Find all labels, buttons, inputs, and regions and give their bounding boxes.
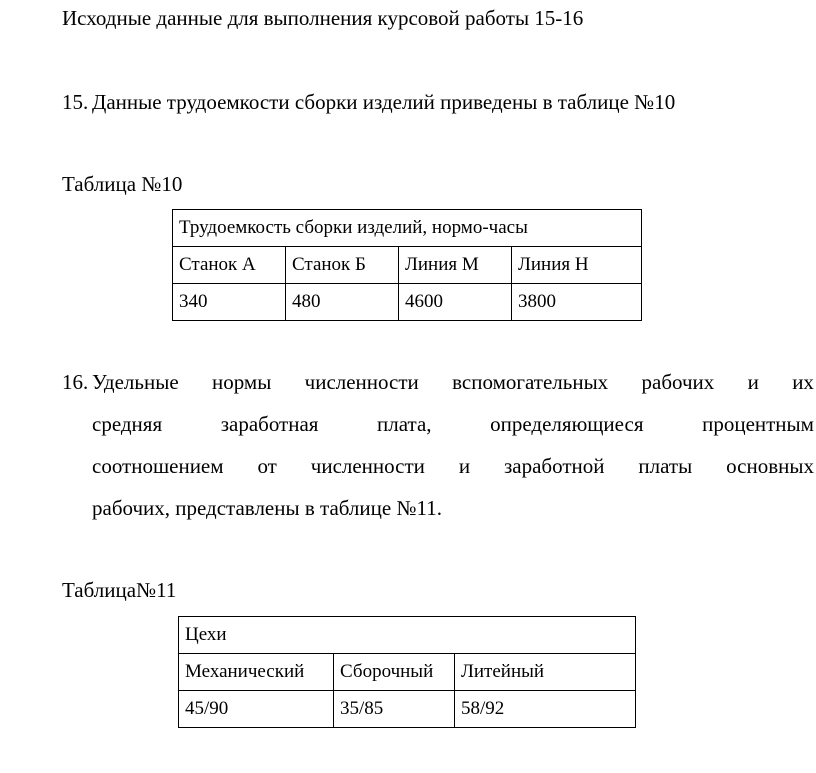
item-16-line-4: рабочих, представлены в таблице №11. bbox=[92, 496, 442, 520]
table-11-value: 45/90 bbox=[179, 691, 334, 728]
item-16-line-2: средняя заработная плата, определяющиеся процентным bbox=[92, 412, 814, 436]
item-15-text: Данные трудоемкости сборки изделий приведены в таблице №10 bbox=[92, 90, 676, 114]
table-11-value: 35/85 bbox=[334, 691, 455, 728]
table-10-column: Станок А bbox=[173, 247, 286, 284]
table-11 bbox=[178, 616, 636, 728]
table-11-column: Механический bbox=[179, 654, 334, 691]
table-10-column: Линия Н bbox=[512, 247, 642, 284]
document-heading: Исходные данные для выполнения курсовой работы 15-16 bbox=[62, 6, 584, 30]
table-10-column-row bbox=[173, 247, 642, 284]
table-11-header: Цехи bbox=[179, 617, 636, 654]
table-10-column: Станок Б bbox=[286, 247, 399, 284]
table-11-column: Сборочный bbox=[334, 654, 455, 691]
item-16-line-1: Удельные нормы численности вспомогательных рабочих и их bbox=[92, 370, 814, 394]
table-10 bbox=[172, 209, 642, 321]
table-10-value-row bbox=[173, 284, 642, 321]
table-10-value: 3800 bbox=[512, 284, 642, 321]
table-11-value-row bbox=[179, 691, 636, 728]
table-11-value: 58/92 bbox=[455, 691, 636, 728]
table-10-header: Трудоемкость сборки изделий, нормо-часы bbox=[173, 210, 642, 247]
table-10-column: Линия М bbox=[399, 247, 512, 284]
item-16-line-3: соотношением от численности и заработной платы основных bbox=[92, 454, 814, 478]
table-11-column-row bbox=[179, 654, 636, 691]
table-11-caption: Таблица№11 bbox=[62, 578, 177, 602]
table-10-caption: Таблица №10 bbox=[62, 172, 183, 196]
table-10-value: 4600 bbox=[399, 284, 512, 321]
item-16-number: 16. bbox=[62, 370, 89, 394]
table-11-column: Литейный bbox=[455, 654, 636, 691]
item-15-number: 15. bbox=[62, 90, 89, 114]
table-10-value: 340 bbox=[173, 284, 286, 321]
table-10-value: 480 bbox=[286, 284, 399, 321]
